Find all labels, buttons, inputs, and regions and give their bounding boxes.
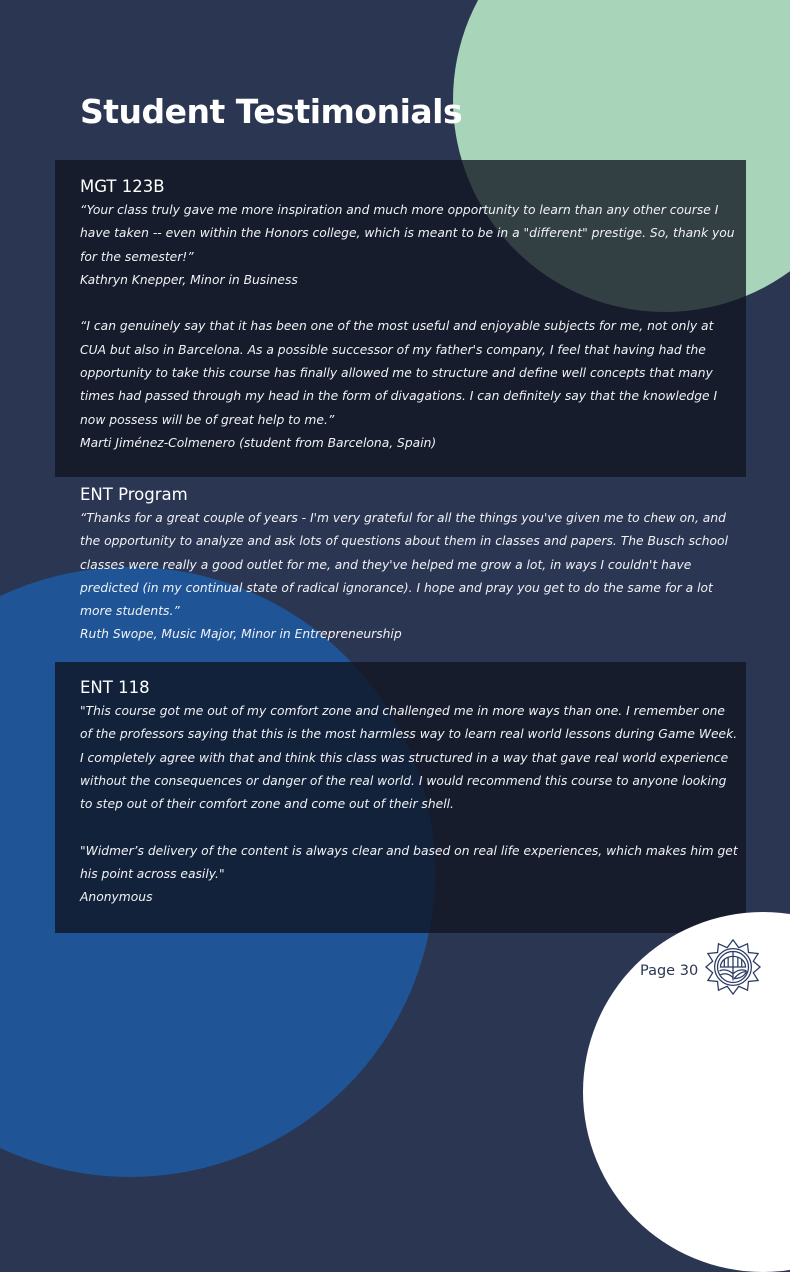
- section-ent-118: [80, 677, 740, 910]
- page-number: Page 30: [640, 963, 699, 979]
- testimonial-author: Kathryn Knepper, Minor in Business: [80, 272, 298, 287]
- section-heading: ENT 118: [80, 678, 150, 697]
- university-seal-icon: [704, 938, 762, 996]
- testimonial-author: Anonymous: [80, 890, 153, 905]
- testimonial-quote: "This course got me out of my comfort zone and challenged me in more ways than one. I remember one of the professors saying that this is the most harmless way to learn real world lessons during Game Week. I completely agree with that and think this class was structured in a way that gave real world experience without the consequences or danger of the real world. I would recommend this course to anyone looking to step out of their comfort zone and come out of their shell.: [80, 704, 738, 812]
- testimonial-quote: "Widmer’s delivery of the content is always clear and based on real life experiences, which makes him get his point across easily.": [80, 843, 738, 882]
- testimonial-quote: “Your class truly gave me more inspiration and much more opportunity to learn than any other course I have taken -- even within the Honors college, which is meant to be in a "different" prestige. So, thank you for the semester!”: [80, 203, 735, 264]
- section-mgt-123b: [80, 176, 740, 455]
- section-heading: MGT 123B: [80, 177, 165, 196]
- spacer: [80, 816, 740, 839]
- testimonial-author: Ruth Swope, Music Major, Minor in Entrepreneurship: [80, 627, 402, 642]
- testimonial-quote: “Thanks for a great couple of years - I'm very grateful for all the things you've given me to chew on, and the opportunity to analyze and ask lots of questions about them in classes and papers. The Busch school classes were really a good outlet for me, and they've helped me grow a lot, in ways I couldn't have predicted (in my continual state of radical ignorance). I hope and pray you get to do the same for a lot more students.”: [80, 511, 728, 619]
- testimonial-author: Marti Jiménez-Colmenero (student from Barcelona, Spain): [80, 435, 437, 450]
- section-heading: ENT Program: [80, 485, 188, 504]
- section-ent-program: [80, 484, 740, 647]
- page-title: Student Testimonials: [80, 92, 463, 131]
- spacer: [80, 292, 740, 315]
- testimonial-quote: “I can genuinely say that it has been one of the most useful and enjoyable subjects for me, not only at CUA but also in Barcelona. As a possible successor of my father's company, I feel that having had the opportunity to take this course has finally allowed me to structure and define well concepts that many times had passed through my head in the form of divagations. I can definitely say that the knowledge I now possess will be of great help to me.”: [80, 319, 718, 427]
